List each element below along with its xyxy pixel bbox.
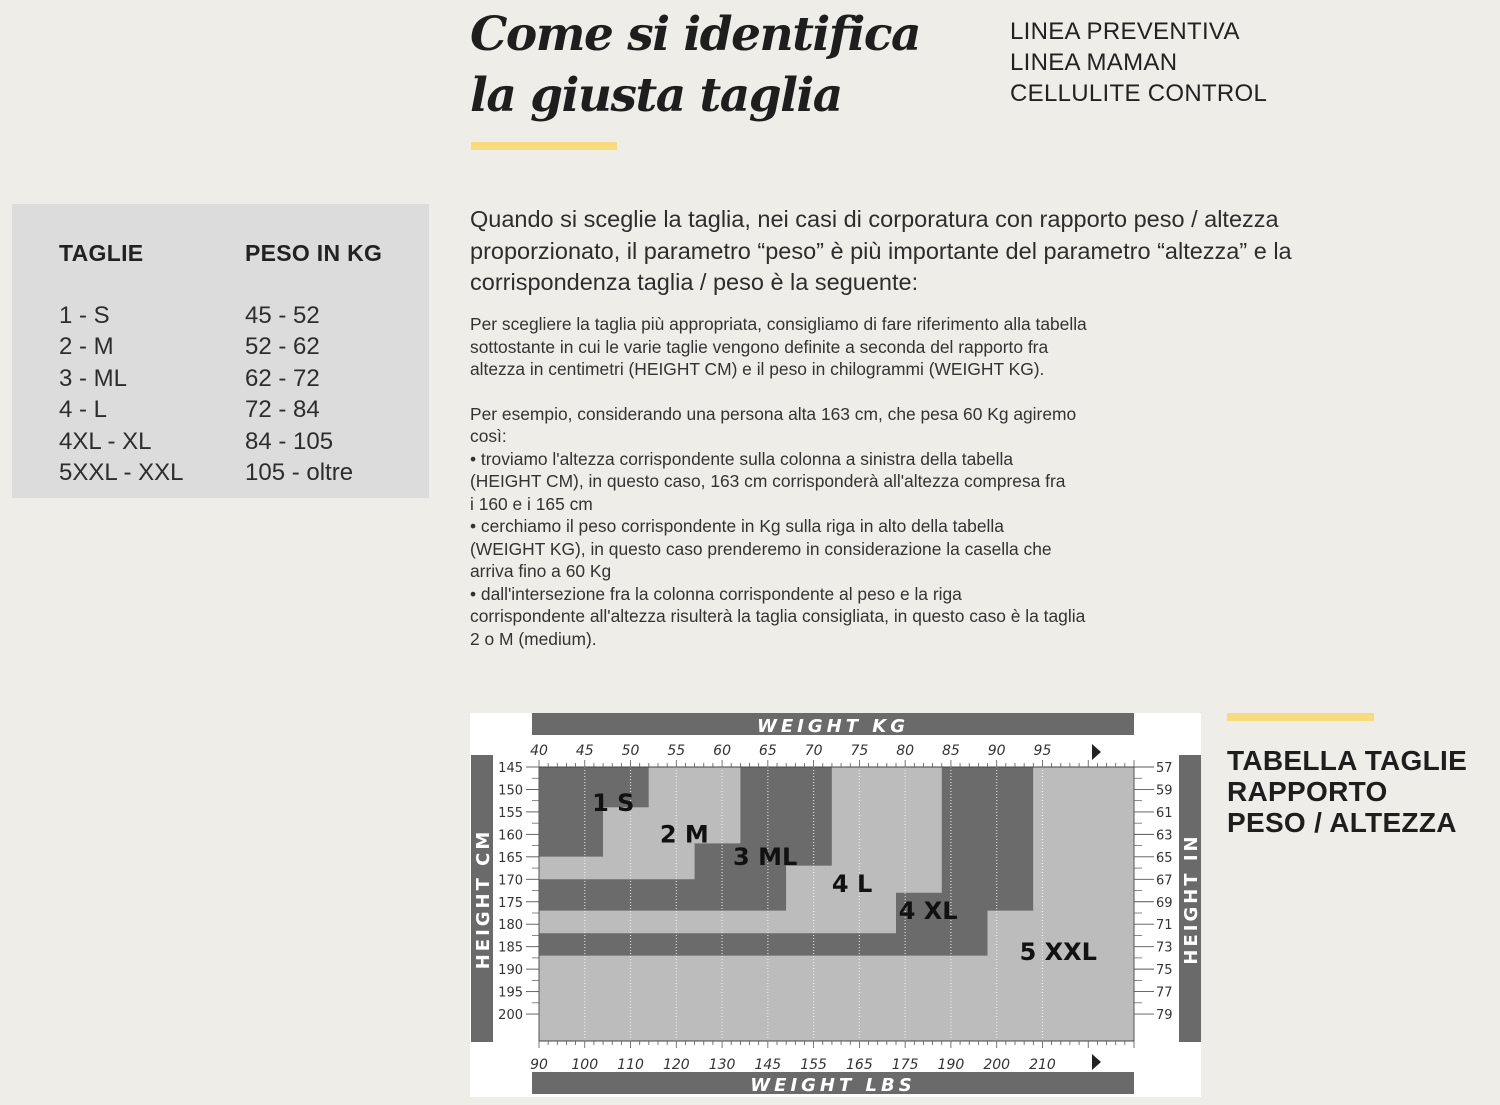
lbs-tick-label: 200 — [983, 1057, 1011, 1073]
right-axis-label: HEIGHT IN — [1181, 833, 1201, 965]
top-axis-label: WEIGHT KG — [757, 716, 909, 737]
size-cell: 4 - L — [59, 396, 108, 424]
product-lines — [1010, 16, 1267, 109]
lbs-tick-label: 90 — [530, 1057, 548, 1073]
weight-cell: 62 - 72 — [245, 364, 320, 392]
bottom-arrow-icon — [1092, 1054, 1101, 1070]
weight-cell: 84 - 105 — [245, 427, 334, 455]
intro-line: proporzionato, il parametro “peso” è più importante del parametro “altezza” e la — [470, 237, 1292, 264]
lbs-tick-label: 120 — [662, 1057, 690, 1073]
cm-tick-label: 180 — [498, 918, 523, 934]
page-title — [470, 4, 990, 126]
size-cell: 4XL - XL — [59, 427, 152, 455]
kg-tick-label: 40 — [530, 743, 548, 759]
kg-tick-label: 90 — [987, 743, 1006, 759]
instruction-line: • troviamo l'altezza corrispondente sulla colonna a sinistra della tabella — [470, 448, 1014, 469]
product-line: LINEA PREVENTIVA — [1010, 18, 1240, 45]
size-chart — [470, 713, 1201, 1097]
cm-tick-label: 150 — [498, 783, 523, 799]
lbs-tick-label: 155 — [800, 1057, 827, 1073]
chart-accent-bar — [1227, 713, 1374, 721]
kg-tick-label: 55 — [667, 743, 686, 759]
cm-tick-label: 165 — [498, 850, 523, 866]
instruction-line: (WEIGHT KG), in questo caso prenderemo in considerazione la casella che — [470, 538, 1052, 559]
kg-tick-label: 50 — [621, 743, 640, 759]
zone-label: 5 XXL — [1019, 938, 1097, 967]
title-accent-bar — [471, 142, 617, 150]
col-header-sizes: TAGLIE — [59, 240, 144, 266]
intro-line: corrispondenza taglia / peso è la seguente: — [470, 269, 919, 295]
kg-tick-label: 95 — [1033, 743, 1052, 759]
in-tick-label: 79 — [1156, 1008, 1173, 1024]
kg-tick-label: 45 — [575, 743, 594, 759]
in-tick-label: 65 — [1156, 850, 1173, 866]
cm-tick-label: 195 — [498, 985, 523, 1001]
cm-tick-label: 160 — [498, 828, 523, 844]
weight-cell: 52 - 62 — [245, 333, 320, 361]
title-line-1: Come si identifica — [470, 7, 920, 62]
col-header-weight: PESO IN KG — [245, 240, 383, 266]
instruction-line: • dall'intersezione fra la colonna corrispondente al peso e la riga — [470, 583, 962, 604]
instruction-line: Per esempio, considerando una persona alta 163 cm, che pesa 60 Kg agiremo — [470, 403, 1077, 424]
in-tick-label: 69 — [1156, 895, 1173, 911]
kg-tick-label: 60 — [713, 743, 731, 759]
in-tick-label: 77 — [1156, 985, 1173, 1001]
in-tick-label: 73 — [1156, 940, 1173, 956]
kg-tick-label: 80 — [896, 743, 915, 759]
lbs-tick-label: 165 — [846, 1057, 873, 1073]
size-weight-table — [12, 204, 429, 498]
cm-tick-label: 175 — [498, 895, 523, 911]
kg-tick-label: 65 — [758, 743, 777, 759]
title-line-2: la giusta taglia — [470, 68, 842, 123]
cm-tick-label: 185 — [498, 940, 523, 956]
instruction-line: così: — [470, 426, 507, 446]
instruction-line: (HEIGHT CM), in questo caso, 163 cm corrisponderà all'altezza compresa fra — [470, 471, 1066, 491]
size-cell: 2 - M — [59, 333, 114, 361]
size-column — [59, 300, 184, 488]
zone-label: 2 M — [659, 820, 709, 849]
cm-tick-label: 200 — [498, 1008, 523, 1024]
cm-tick-label: 170 — [498, 873, 523, 889]
lbs-tick-label: 190 — [937, 1057, 965, 1073]
zone-label: 1 S — [592, 789, 635, 818]
lbs-tick-label: 175 — [891, 1057, 919, 1073]
chart-title-line: RAPPORTO — [1227, 776, 1388, 807]
in-tick-label: 59 — [1156, 783, 1173, 799]
instruction-line: arriva fino a 60 Kg — [470, 561, 612, 581]
instruction-line: Per scegliere la taglia più appropriata, consigliamo di fare riferimento alla tabella — [470, 314, 1087, 334]
in-tick-label: 63 — [1156, 828, 1173, 844]
size-cell: 1 - S — [59, 302, 110, 329]
kg-tick-label: 75 — [850, 743, 869, 759]
intro-line: Quando si sceglie la taglia, nei casi di corporatura con rapporto peso / altezza — [470, 206, 1279, 232]
instructions — [470, 313, 1130, 650]
lbs-tick-label: 210 — [1029, 1057, 1056, 1073]
lbs-tick-label: 100 — [571, 1057, 599, 1073]
instruction-line: corrispondente all'altezza risulterà la taglia consigliata, in questo caso è la taglia — [470, 606, 1086, 626]
chart-title — [1227, 745, 1467, 838]
size-chart-svg — [470, 713, 1201, 1097]
chart-title-line: PESO / ALTEZZA — [1227, 807, 1457, 838]
zone-label: 4 L — [831, 869, 873, 898]
kg-tick-label: 70 — [804, 743, 823, 759]
cm-tick-label: 155 — [498, 805, 523, 821]
zone-label: 3 ML — [733, 842, 798, 871]
product-line: LINEA MAMAN — [1010, 49, 1178, 76]
instruction-line: i 160 e i 165 cm — [470, 493, 593, 514]
instruction-line: altezza in centimetri (HEIGHT CM) e il peso in chilogrammi (WEIGHT KG). — [470, 359, 1045, 379]
top-arrow-icon — [1092, 744, 1101, 760]
in-tick-label: 75 — [1156, 963, 1173, 979]
in-tick-label: 67 — [1156, 873, 1173, 889]
in-tick-label: 61 — [1156, 805, 1173, 821]
kg-tick-label: 85 — [942, 743, 960, 759]
left-axis-label: HEIGHT CM — [473, 828, 494, 970]
size-cell: 3 - ML — [59, 364, 128, 392]
chart-title-line: TABELLA TAGLIE — [1227, 745, 1468, 776]
instruction-line: • cerchiamo il peso corrispondente in Kg sulla riga in alto della tabella — [470, 516, 1004, 536]
instruction-line: sottostante in cui le varie taglie vengono definite a seconda del rapporto fra — [470, 336, 1049, 357]
cm-tick-label: 145 — [498, 761, 523, 776]
lbs-tick-label: 145 — [754, 1057, 782, 1073]
in-tick-label: 57 — [1156, 761, 1173, 776]
lbs-tick-label: 130 — [708, 1057, 736, 1073]
weight-column — [245, 300, 353, 488]
product-line: CELLULITE CONTROL — [1010, 80, 1268, 107]
in-tick-label: 71 — [1156, 918, 1173, 934]
instruction-line: 2 o M (medium). — [470, 628, 597, 649]
bottom-axis-label: WEIGHT LBS — [750, 1075, 916, 1096]
weight-cell: 45 - 52 — [245, 302, 320, 329]
weight-cell: 72 - 84 — [245, 396, 320, 424]
zone-label: 4 XL — [898, 896, 958, 925]
intro-paragraph — [470, 204, 1330, 299]
cm-tick-label: 190 — [498, 963, 523, 979]
lbs-tick-label: 110 — [617, 1057, 644, 1073]
size-cell: 5XXL - XXL — [59, 459, 184, 487]
weight-cell: 105 - oltre — [245, 459, 354, 487]
